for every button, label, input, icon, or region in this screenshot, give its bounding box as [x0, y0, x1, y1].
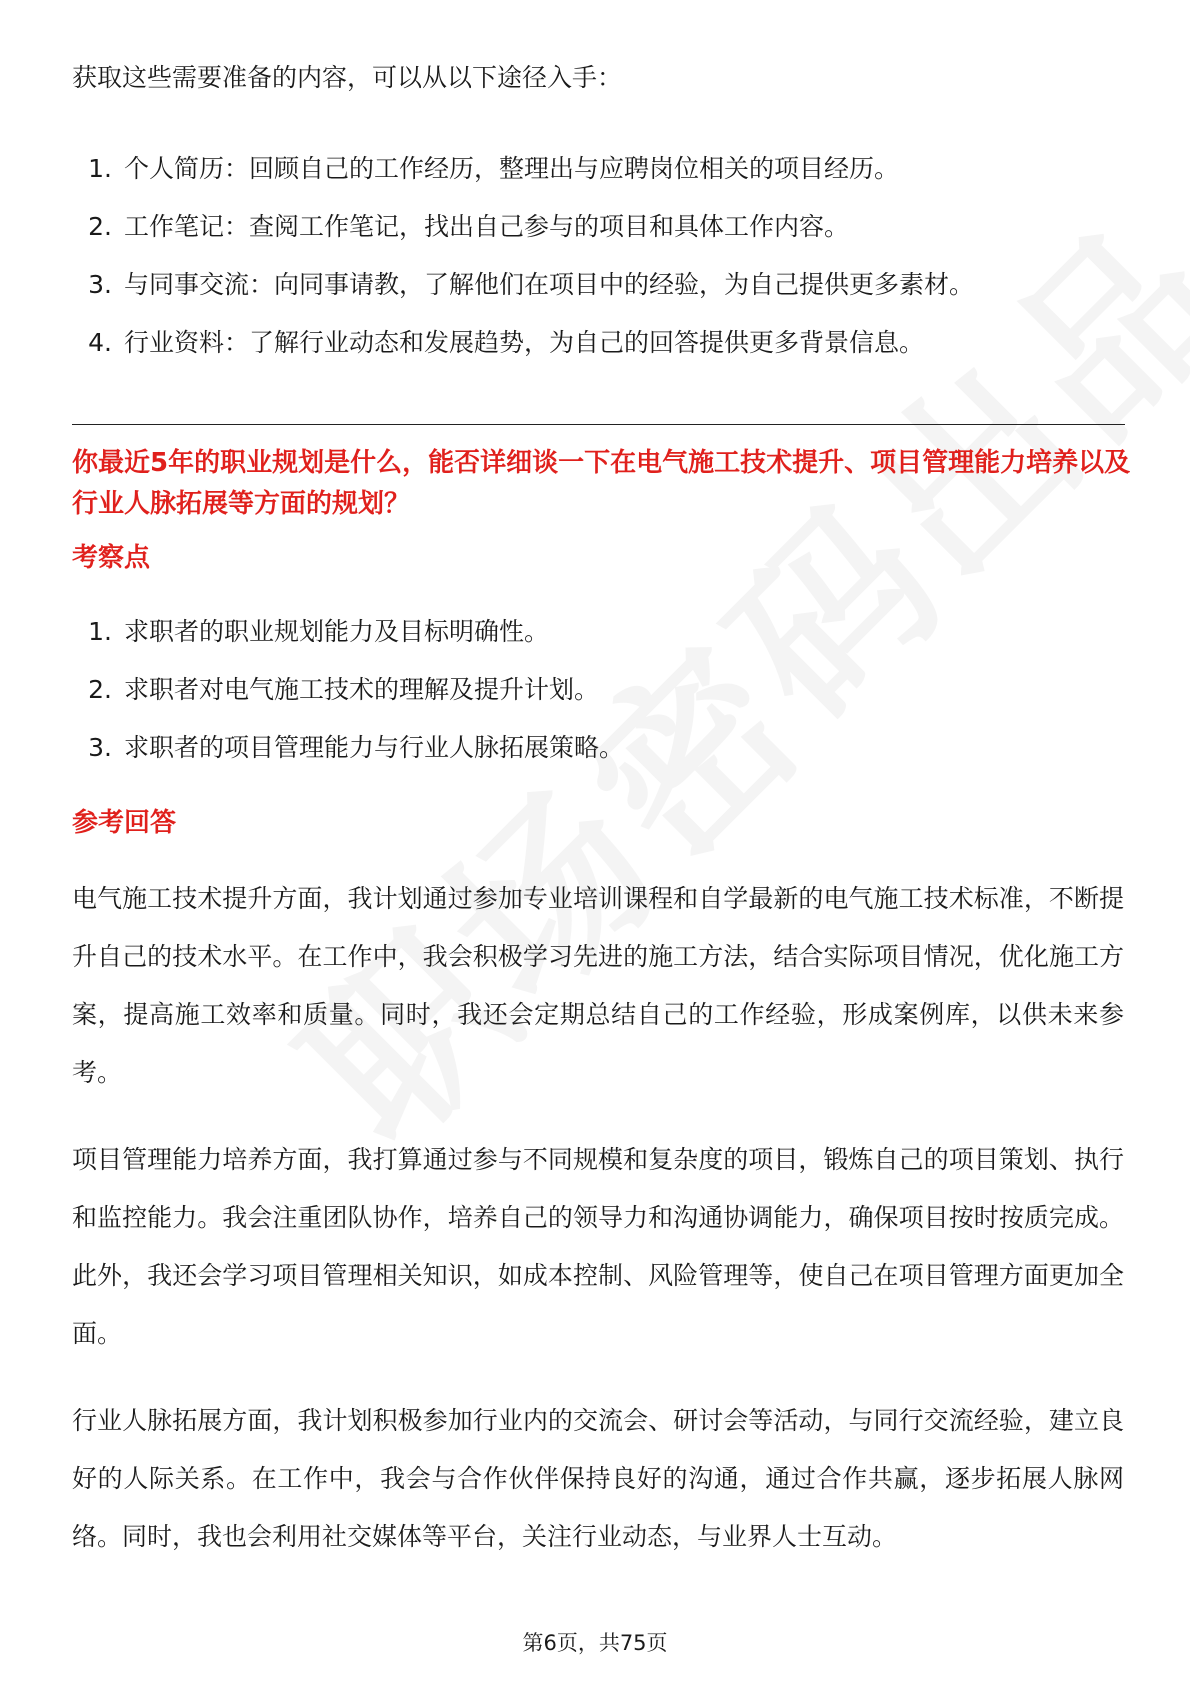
list-item [72, 140, 974, 198]
list-number: 2. [88, 212, 112, 241]
page-footer: 第6页，共75页 [522, 1631, 668, 1655]
answer-heading: 参考回答 [72, 808, 177, 838]
answer-paragraph-management: 项目管理能力培养方面，我打算通过参与不同规模和复杂度的项目，锻炼自己的项目策划、执行和监控能力。我会注重团队协作，培养自己的领导力和沟通协调能力，确保项目按时按质完成。此外，我还会学习项目管理相关知识，如成本控制、风险管理等，使自己在项目管理方面更加全面。 [72, 1145, 1124, 1348]
list-number: 4. [88, 328, 112, 357]
intro-text: 获取这些需要准备的内容，可以从以下途径入手： [72, 63, 623, 92]
answer-paragraph-network: 行业人脉拓展方面，我计划积极参加行业内的交流会、研讨会等活动，与同行交流经验，建立良好的人际关系。在工作中，我会与合作伙伴保持良好的沟通，通过合作共赢，逐步拓展人脉网络。同时，我也会利用社交媒体等平台，关注行业动态，与业界人士互动。 [72, 1406, 1124, 1551]
list-number: 3. [88, 733, 112, 762]
list-item-text: 与同事交流：向同事请教，了解他们在项目中的经验，为自己提供更多素材。 [124, 270, 975, 299]
list-item-text: 求职者对电气施工技术的理解及提升计划。 [124, 675, 600, 704]
list-item [72, 198, 974, 256]
kaocha-heading: 考察点 [72, 543, 151, 573]
list-item-text: 求职者的职业规划能力及目标明确性。 [124, 617, 550, 646]
list-item-text: 行业资料：了解行业动态和发展趋势，为自己的回答提供更多背景信息。 [124, 328, 925, 357]
sources-list [72, 140, 974, 372]
list-item-text: 个人简历：回顾自己的工作经历，整理出与应聘岗位相关的项目经历。 [124, 154, 900, 183]
list-item [72, 256, 974, 314]
answer-paragraph-technical: 电气施工技术提升方面，我计划通过参加专业培训课程和自学最新的电气施工技术标准，不断提升自己的技术水平。在工作中，我会积极学习先进的施工方法，结合实际项目情况，优化施工方案，提高施工效率和质量。同时，我还会定期总结自己的工作经验，形成案例库，以供未来参考。 [72, 884, 1124, 1087]
list-number: 2. [88, 675, 112, 704]
list-item [72, 314, 974, 372]
kaocha-list [72, 603, 624, 777]
list-number: 1. [88, 154, 112, 183]
list-number: 1. [88, 617, 112, 646]
list-item [72, 661, 624, 719]
list-item-text: 求职者的项目管理能力与行业人脉拓展策略。 [124, 733, 625, 762]
list-item-text: 工作笔记：查阅工作笔记，找出自己参与的项目和具体工作内容。 [124, 212, 850, 241]
section-divider [72, 424, 1125, 425]
question-title: 你最近5年的职业规划是什么，能否详细谈一下在电气施工技术提升、项目管理能力培养以及行业人脉拓展等方面的规划？ [72, 448, 1131, 519]
list-item [72, 719, 624, 777]
list-number: 3. [88, 270, 112, 299]
list-item [72, 603, 624, 661]
